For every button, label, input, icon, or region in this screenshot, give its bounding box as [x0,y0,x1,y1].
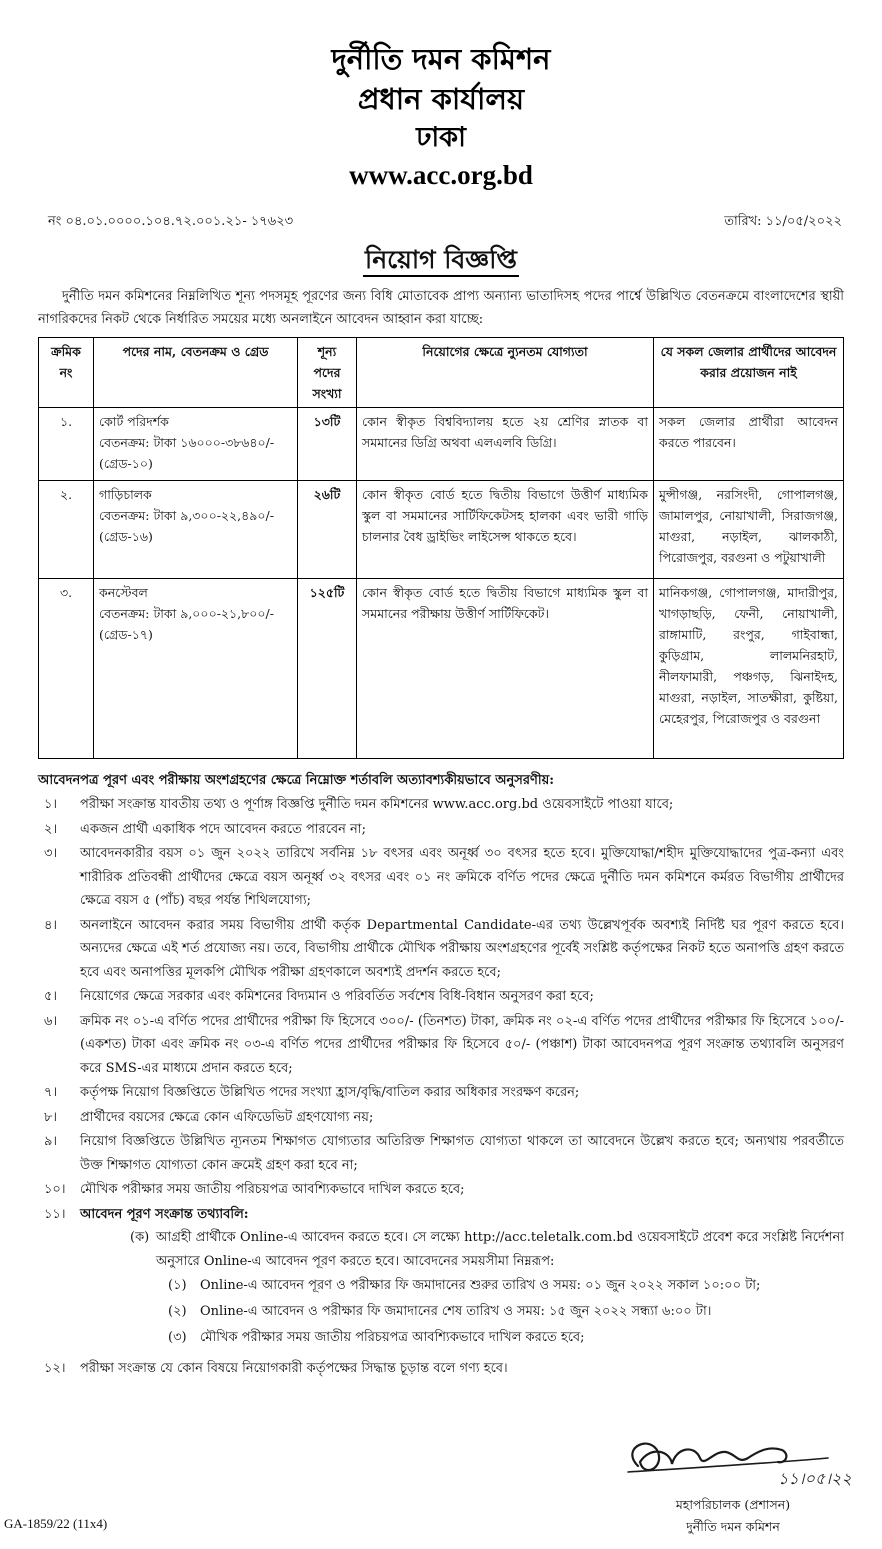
application-step [38,1325,844,1351]
condition-number: ৮। [44,1109,58,1125]
notice-date: তারিখ: ১১/০৫/২০২২ [724,214,842,229]
step-number: (২) [168,1304,187,1319]
condition-text: একজন প্রার্থী একাধিক পদে আবেদন করতে পারবেন না; [80,821,366,837]
step-text: Online-এ আবেদন ও পরীক্ষার ফি জমাদানের শেষ তারিখ ও সময়: ১৫ জুন ২০২২ সন্ধ্যা ৬:০০ টা। [200,1304,712,1319]
signatory-block [638,1494,828,1538]
intro-paragraph: দুর্নীতি দমন কমিশনের নিম্নলিখিত শূন্য পদসমূহ পূরণের জন্য বিধি মোতাবেক প্রাপ্য অন্যান্য ভাতাদিসহ পদের পার্শ্বে উল্লিখিত বেতনক্রমে বাংলাদেশের স্থায়ী নাগরিকদের নিকট থেকে নির্ধারিত সময়ের মধ্যে অনলাইনে আবেদন আহ্বান করা যাচ্ছে: [38,289,844,327]
row-qualification: কোন স্বীকৃত বিশ্ববিদ্যালয় হতে ২য় শ্রেণির স্নাতক বা সমমানের ডিগ্রি অথবা এলএলবি ডিগ্রি। [357,408,654,481]
condition-text: কর্তৃপক্ষ নিয়োগ বিজ্ঞপ্তিতে উল্লিখিত পদের সংখ্যা হ্রাস/বৃদ্ধি/বাতিল করার অধিকার সংরক্ষণ করেন; [80,1085,580,1100]
condition-item [38,1010,844,1081]
condition-number: ২। [44,821,58,837]
sub-number: (ক) [130,1230,150,1245]
condition-number: ৯। [44,1134,58,1149]
table-row [39,408,844,481]
table-row [39,579,844,759]
row-serial: ১. [39,408,94,481]
step-number: (১) [168,1278,187,1293]
condition-item [38,985,844,1009]
condition-text: আবেদন পূরণ সংক্রান্ত তথ্যাবলি: [80,1206,249,1222]
row-serial: ৩. [39,579,94,759]
condition-number: ১১। [44,1206,66,1222]
table-row [39,481,844,579]
condition-number: ১০। [44,1182,66,1197]
letterhead [38,0,844,192]
table-header-row [39,338,844,408]
row-districts: মানিকগঞ্জ, গোপালগঞ্জ, মাদারীপুর, খাগড়াছড়ি, ফেনী, নোয়াখালী, রাঙ্গামাটি, রংপুর, গাইবান্ধা, কুড়িগ্রাম, লালমনিরহাট, নীলফামারী, পঞ্চগড়, ঝিনাইদহ, মাগুরা, নড়াইল, সাতক্ষীরা, কুষ্টিয়া, মেহেরপুর, পিরোজপুর ও বরগুনা [654,579,844,759]
step-text: Online-এ আবেদন পূরণ ও পরীক্ষার ফি জমাদানের শুরুর তারিখ ও সময়: ০১ জুন ২০২২ সকাল ১০:০০ টা; [200,1278,761,1293]
post-name: কনস্টেবল [99,585,148,600]
header-post: পদের নাম, বেতনক্রম ও গ্রেড [94,338,298,408]
org-name: দুর্নীতি দমন কমিশন [331,42,551,76]
header-serial: ক্রমিক নং [39,338,94,408]
vacancy-table [38,337,844,759]
condition-text: নিয়োগের ক্ষেত্রে সরকার এবং কমিশনের বিদ্যমান ও পরিবর্তিত সর্বশেষ বিধি-বিধান অনুসরণ করা হবে; [80,989,594,1004]
reference-row [38,212,844,233]
title-wrap [38,245,844,277]
header-count: শূন্য পদের সংখ্যা [298,338,357,408]
condition-text: নিয়োগ বিজ্ঞপ্তিতে উল্লিখিত ন্যূনতম শিক্ষাগত যোগ্যতার অতিরিক্ত শিক্ষাগত যোগ্যতা থাকলে তা আবেদনে উল্লেখ করতে হবে; অন্যথায় পরবর্তীতে উক্ত শিক্ষাগত যোগ্যতা কোন ক্রমেই গ্রহণ করা হবে না; [80,1134,844,1173]
condition-text: পরীক্ষা সংক্রান্ত যে কোন বিষয়ে নিয়োগকারী কর্তৃপক্ষের সিদ্ধান্ত চূড়ান্ত বলে গণ্য হবে। [80,1361,508,1376]
condition-text: মৌখিক পরীক্ষার সময় জাতীয় পরিচয়পত্র আবশ্যিকভাবে দাখিল করতে হবে; [80,1182,465,1197]
post-pay: বেতনক্রম: টাকা ১৬০০০-৩৮৬৪০/- (গ্রেড-১০) [99,435,275,471]
condition-text: আবেদনকারীর বয়স ০১ জুন ২০২২ তারিখে সর্বনিম্ন ১৮ বৎসর এবং অনূর্ধ্ব ৩০ বৎসর হতে হবে। মুক্তিযোদ্ধা/শহীদ মুক্তিযোদ্ধাদের পুত্র-কন্যা এবং শারীরিক প্রতিবন্ধী প্রার্থীদের ক্ষেত্রে বয়স অনূর্ধ্ব ৩২ বৎসর এবং ০১ নং ক্রমিকে বর্ণিত পদের ক্ষেত্রে দুর্নীতি দমন কমিশনে কর্মরত বিভাগীয় প্রার্থীদের ক্ষেত্রে বয়স ৫ (পাঁচ) বছর পর্যন্ত শিথিলযোগ্য; [80,846,844,908]
notice-title: নিয়োগ বিজ্ঞপ্তি [363,245,519,277]
city-name: ঢাকা [416,122,466,153]
condition-item [38,1357,844,1381]
condition-text: অনলাইনে আবেদন করার সময় বিভাগীয় প্রার্থী কর্তৃক Departmental Candidate-এর তথ্য উল্লেখপূর্বক অবশ্যই নির্দিষ্ট ঘর পূরণ করতে হবে। অন্যদের ক্ষেত্রে এই শর্ত প্রযোজ্য নয়। তবে, বিভাগীয় প্রার্থীকে মৌখিক পরীক্ষায় অংশগ্রহণের পূর্বেই সংশ্লিষ্ট কর্তৃপক্ষের নিকট হতে অনাপত্তি গ্রহণ করতে হবে এবং অনাপত্তির মূলকপি মৌখিক পরীক্ষা গ্রহণকালে অবশ্যই প্রদর্শন করতে হবে; [80,917,844,980]
header-qualification: নিয়োগের ক্ষেত্রে ন্যুনতম যোগ্যতা [357,338,654,408]
signatory-designation: মহাপরিচালক (প্রশাসন) [675,1497,791,1512]
step-number: (৩) [168,1330,187,1345]
condition-item [38,818,844,842]
condition-number: ৩। [44,846,58,861]
post-name: গাড়িচালক [99,487,152,502]
application-step [38,1273,844,1299]
row-post [94,481,298,579]
condition-number: ৬। [44,1013,58,1029]
condition-item [38,914,844,985]
website: www.acc.org.bd [349,160,533,190]
step-text: মৌখিক পরীক্ষার সময় জাতীয় পরিচয়পত্র আবশ্যিকভাবে দাখিল করতে হবে; [200,1330,585,1345]
row-districts: মুন্সীগঞ্জ, নরসিংদী, গোপালগঞ্জ, জামালপুর, নোয়াখালী, সিরাজগঞ্জ, মাগুরা, নড়াইল, ঝালকাঠী, পিরোজপুর, বরগুনা ও পটুয়াখালী [654,481,844,579]
condition-number: ৫। [44,989,58,1004]
condition-item [38,793,844,817]
condition-item [38,1203,844,1227]
condition-item [38,842,844,913]
condition-number: ৭। [44,1085,58,1100]
row-count: ২৬টি [298,481,357,579]
condition-number: ১২। [44,1361,66,1376]
row-count: ১২৫টি [298,579,357,759]
row-count: ১৩টি [298,408,357,481]
conditions-heading: আবেদনপত্র পূরণ এবং পরীক্ষায় অংশগ্রহণের ক্ষেত্রে নিম্নোক্ত শর্তাবলি অত্যাবশ্যকীয়ভাবে অনুসরণীয়: [38,773,555,788]
signatory-org: দুর্নীতি দমন কমিশন [686,1519,780,1534]
condition-number: ১। [44,797,58,812]
footer-code: GA-1859/22 (11x4) [4,1516,108,1531]
condition-item [38,1178,844,1202]
row-serial: ২. [39,481,94,579]
row-post [94,408,298,481]
signature-date: ১১।০৫।২২ [778,1469,852,1488]
office-name: প্রধান কার্যালয় [357,82,525,116]
post-name: কোর্ট পরিদর্শক [99,414,169,429]
condition-text: ক্রমিক নং ০১-এ বর্ণিত পদের প্রার্থীদের পরীক্ষা ফি হিসেবে ৩০০/- (তিনশত) টাকা, ক্রমিক নং ০২-এ বর্ণিত পদের প্রার্থীদের পরীক্ষার ফি হিসেবে ১০০/- (একশত) টাকা এবং ক্রমিক নং ০৩-এ বর্ণিত পদের প্রার্থীদের পরীক্ষার ফি হিসেবে ৫০/- (পঞ্চাশ) টাকা আবেদনপত্র পূরণ সংক্রান্ত তথ্যাবলি অনুসরণ করে SMS-এর মাধ্যমে প্রদান করতে হবে; [80,1013,844,1076]
header-districts: যে সকল জেলার প্রার্থীদের আবেদন করার প্রয়োজন নাই [654,338,844,408]
condition-item [38,1130,844,1177]
condition-item [38,1106,844,1130]
sub-text: আগ্রহী প্রার্থীকে Online-এ আবেদন করতে হবে। সে লক্ষ্যে http://acc.teletalk.com.bd ওয়েবসাইটে প্রবেশ করে সংশ্লিষ্ট নির্দেশনা অনুসারে Online-এ আবেদন পূরণ করতে হবে। আবেদনের সময়সীমা নিম্নরূপ: [156,1230,844,1269]
condition-number: ৪। [44,917,58,933]
row-qualification: কোন স্বীকৃত বোর্ড হতে দ্বিতীয় বিভাগে মাধ্যমিক স্কুল বা সমমানের পরীক্ষায় উত্তীর্ণ সার্টিফিকেট। [357,579,654,759]
row-districts: সকল জেলার প্রার্থীরা আবেদন করতে পারবেন। [654,408,844,481]
post-pay: বেতনক্রম: টাকা ৯,০০০-২১,৮০০/- (গ্রেড-১৭) [99,606,274,642]
post-pay: বেতনক্রম: টাকা ৯,৩০০-২২,৪৯০/- (গ্রেড-১৬) [99,508,274,544]
condition-text: পরীক্ষা সংক্রান্ত যাবতীয় তথ্য ও পূর্ণাঙ্গ বিজ্ঞপ্তি দুর্নীতি দমন কমিশনের www.acc.org.bd ওয়েবসাইটে পাওয়া যাবে; [80,797,674,812]
memo-number: নং ০৪.০১.০০০০.১০৪.৭২.০০১.২১- ১৭৬২৩ [48,214,294,229]
condition-item [38,1081,844,1105]
condition-text: প্রার্থীদের বয়সের ক্ষেত্রে কোন এফিডেভিট গ্রহণযোগ্য নয়; [80,1109,374,1125]
application-step [38,1299,844,1325]
row-post [94,579,298,759]
row-qualification: কোন স্বীকৃত বোর্ড হতে দ্বিতীয় বিভাগে উত্তীর্ণ মাধ্যমিক স্কুল বা সমমানের সার্টিফিকেটসহ হালকা এবং ভারী গাড়ি চালনার বৈধ ড্রাইভিং লাইসেন্স থাকতে হবে। [357,481,654,579]
application-instructions [38,1226,844,1273]
